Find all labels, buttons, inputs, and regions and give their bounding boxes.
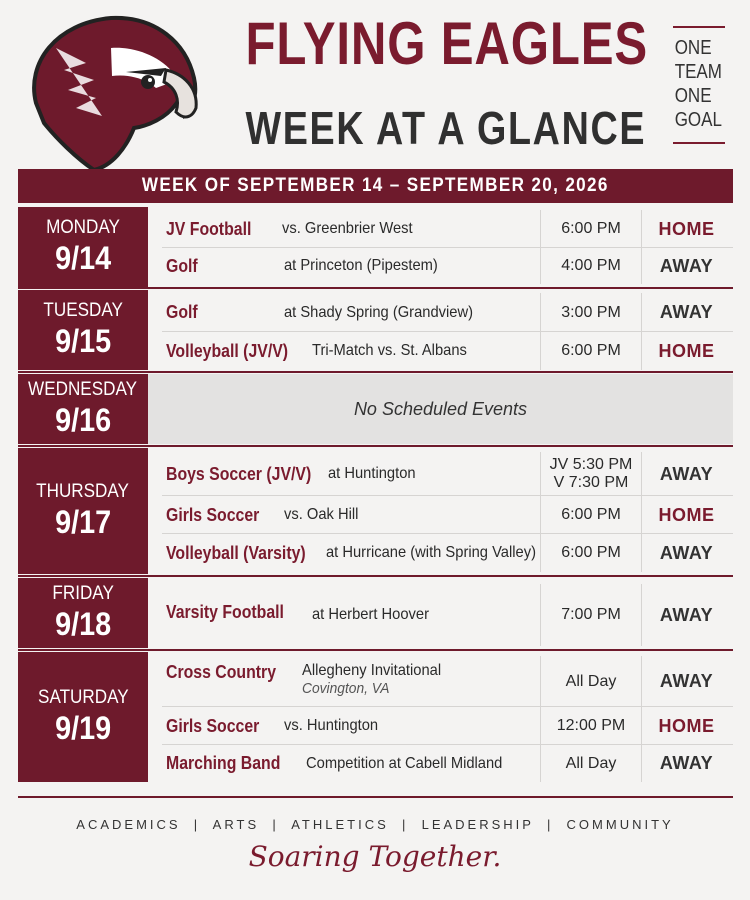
event-location: AWAY	[659, 463, 714, 484]
event-sport: JV Football	[166, 218, 252, 239]
event-opponent: Tri-Match vs. St. Albans	[312, 342, 467, 359]
event-opponent: at Princeton (Pipestem)	[284, 257, 438, 274]
event-location: AWAY	[659, 604, 714, 625]
event-row	[150, 332, 733, 370]
motto-word: ONE	[674, 85, 712, 107]
footer-tagline: Soaring Together.	[248, 840, 502, 873]
event-row	[150, 584, 733, 646]
day-label-friday: FRIDAY 9/18	[18, 578, 148, 648]
event-sport: Varsity Football	[166, 602, 284, 622]
week-range-banner: WEEK OF SEPTEMBER 14 – SEPTEMBER 20, 2026	[18, 169, 733, 203]
event-sport: Golf	[166, 255, 198, 276]
event-opponent: at Huntington	[328, 465, 416, 482]
event-time: 6:00 PM	[540, 496, 642, 534]
event-sport: Cross Country	[166, 662, 277, 682]
event-opponent: vs. Huntington	[284, 717, 379, 734]
day-divider	[18, 445, 733, 447]
event-time: 6:00 PM	[540, 534, 642, 572]
event-opponent: at Shady Spring (Grandview)	[284, 303, 474, 321]
event-row	[150, 534, 733, 572]
event-location: AWAY	[659, 671, 714, 691]
event-sport: Boys Soccer (JV/V)	[166, 463, 312, 484]
event-opponent: at Herbert Hoover	[312, 606, 429, 623]
footer-pillars: ACADEMICS | ARTS | ATHLETICS | LEADERSHIP | COMMUNITY	[76, 817, 674, 832]
event-sport: Girls Soccer	[166, 504, 260, 525]
day-divider	[18, 371, 733, 373]
event-location: HOME	[658, 340, 715, 361]
event-row	[150, 293, 733, 332]
event-location: AWAY	[659, 542, 714, 563]
event-row	[150, 656, 733, 707]
page-title: FLYING EAGLES	[245, 10, 649, 77]
event-location: AWAY	[659, 753, 714, 773]
event-venue: Covington, VA	[302, 680, 390, 697]
event-opponent: at Hurricane (with Spring Valley)	[326, 544, 536, 561]
no-events-message: No Scheduled Events	[148, 374, 733, 444]
event-time: 6:00 PM	[540, 332, 642, 370]
event-time: 7:00 PM	[540, 584, 642, 646]
day-divider	[18, 287, 733, 289]
motto-word: TEAM	[674, 61, 722, 83]
event-sport: Marching Band	[166, 753, 281, 773]
motto-word: ONE	[674, 37, 712, 59]
event-time: 6:00 PM	[540, 210, 642, 248]
event-sport: Volleyball (JV/V)	[166, 340, 289, 361]
event-time: 4:00 PM	[540, 248, 642, 284]
day-label-saturday: SATURDAY 9/19	[18, 652, 148, 782]
event-location: AWAY	[659, 255, 714, 276]
day-label-tuesday: TUESDAY 9/15	[18, 290, 148, 370]
event-location: HOME	[658, 218, 715, 239]
event-opponent: vs. Oak Hill	[284, 506, 359, 523]
event-row	[150, 248, 733, 284]
event-opponent: Allegheny Invitational Covington, VA	[302, 662, 442, 697]
event-sport: Girls Soccer	[166, 715, 260, 736]
event-sport: Volleyball (Varsity)	[166, 542, 306, 563]
event-time: All Day	[540, 656, 642, 707]
event-time: 3:00 PM	[540, 293, 642, 332]
event-sport: Golf	[166, 302, 198, 322]
event-row	[150, 452, 733, 496]
event-time: JV 5:30 PM V 7:30 PM	[540, 452, 642, 496]
event-time: 12:00 PM	[540, 707, 642, 745]
day-label-thursday: THURSDAY 9/17	[18, 448, 148, 574]
event-opponent: vs. Greenbrier West	[282, 220, 413, 237]
event-row	[150, 745, 733, 782]
event-location: HOME	[658, 715, 715, 736]
event-location: HOME	[658, 504, 715, 525]
day-divider	[18, 649, 733, 651]
event-row	[150, 210, 733, 248]
event-row	[150, 496, 733, 534]
page-subtitle: WEEK AT A GLANCE	[245, 102, 647, 154]
day-label-monday: MONDAY 9/14	[18, 207, 148, 287]
motto-word: GOAL	[674, 109, 722, 131]
day-divider	[18, 575, 733, 577]
eagle-head-icon	[16, 8, 206, 178]
event-time: All Day	[540, 745, 642, 782]
event-opponent: Competition at Cabell Midland	[306, 754, 503, 772]
motto-block	[673, 26, 725, 144]
day-label-wednesday: WEDNESDAY 9/16	[18, 374, 148, 444]
event-row	[150, 707, 733, 745]
event-location: AWAY	[659, 302, 714, 322]
footer-divider	[18, 796, 733, 798]
